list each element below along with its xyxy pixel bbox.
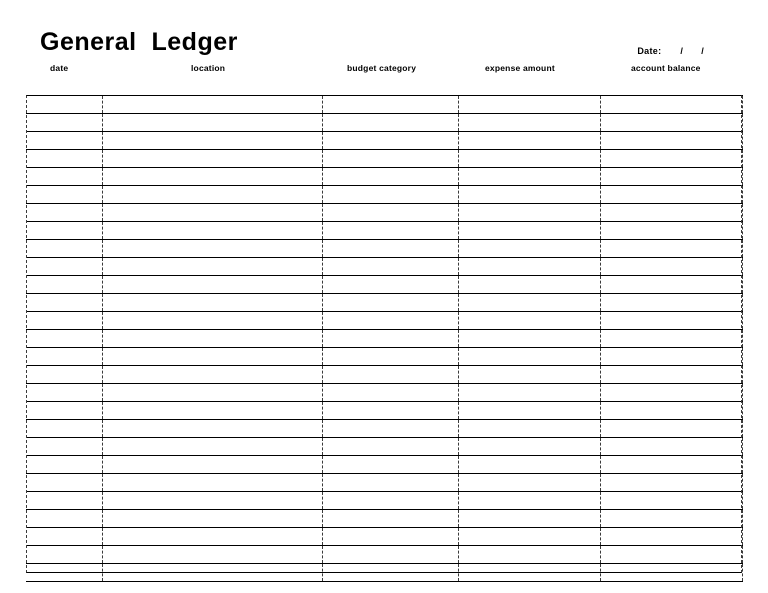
table-cell-budget_category[interactable] [322,258,458,276]
table-cell-expense_amount[interactable] [458,528,600,546]
table-cell-expense_amount[interactable] [458,546,600,564]
table-cell-budget_category[interactable] [322,96,458,114]
table-cell-expense_amount[interactable] [458,366,600,384]
date-separator-1: / [680,46,684,56]
table-row[interactable] [26,312,742,330]
table-cell-date[interactable] [26,258,102,276]
table-cell-budget_category[interactable] [322,204,458,222]
table-cell-budget_category[interactable] [322,312,458,330]
table-cell-location[interactable] [102,348,322,366]
table-cell-budget_category[interactable] [322,348,458,366]
table-cell-account_balance[interactable] [600,492,742,510]
table-cell-date[interactable] [26,168,102,186]
ledger-table-wrap [26,95,742,573]
table-cell-location[interactable] [102,96,322,114]
table-cell-budget_category[interactable] [322,510,458,528]
table-cell-budget_category[interactable] [322,330,458,348]
table-cell-date[interactable] [26,528,102,546]
table-cell-date[interactable] [26,294,102,312]
table-cell-expense_amount[interactable] [458,186,600,204]
table-cell-expense_amount[interactable] [458,348,600,366]
page-title: General Ledger [40,28,238,56]
table-cell-date[interactable] [26,222,102,240]
table-cell-expense_amount[interactable] [458,312,600,330]
table-row[interactable] [26,240,742,258]
table-cell-date[interactable] [26,384,102,402]
table-cell-date[interactable] [26,438,102,456]
table-cell-budget_category[interactable] [322,456,458,474]
column-header-expense-amount: expense amount [485,63,555,73]
table-cell-date[interactable] [26,492,102,510]
table-cell-account_balance[interactable] [600,348,742,366]
table-row[interactable] [26,114,742,132]
table-cell-account_balance[interactable] [600,546,742,564]
document-header [0,14,768,54]
table-cell-expense_amount[interactable] [458,456,600,474]
table-cell-account_balance[interactable] [600,456,742,474]
table-cell-location[interactable] [102,240,322,258]
table-cell-expense_amount[interactable] [458,492,600,510]
table-cell-location[interactable] [102,276,322,294]
table-row[interactable] [26,564,742,582]
table-row[interactable] [26,348,742,366]
table-cell-location[interactable] [102,528,322,546]
table-cell-date[interactable] [26,474,102,492]
table-cell-account_balance[interactable] [600,240,742,258]
table-row[interactable] [26,366,742,384]
table-cell-date[interactable] [26,420,102,438]
table-cell-budget_category[interactable] [322,168,458,186]
table-cell-expense_amount[interactable] [458,168,600,186]
column-header-location: location [191,63,226,73]
column-headers [0,63,768,77]
table-cell-expense_amount[interactable] [458,204,600,222]
table-cell-expense_amount[interactable] [458,276,600,294]
table-row[interactable] [26,474,742,492]
table-cell-date[interactable] [26,132,102,150]
table-cell-account_balance[interactable] [600,564,742,582]
table-cell-expense_amount[interactable] [458,96,600,114]
table-cell-location[interactable] [102,456,322,474]
table-cell-budget_category[interactable] [322,438,458,456]
table-cell-expense_amount[interactable] [458,114,600,132]
table-cell-account_balance[interactable] [600,474,742,492]
table-cell-date[interactable] [26,348,102,366]
table-cell-account_balance[interactable] [600,222,742,240]
table-cell-date[interactable] [26,510,102,528]
ledger-table[interactable] [26,95,743,582]
date-separator-2: / [701,46,704,56]
table-cell-budget_category[interactable] [322,384,458,402]
table-cell-location[interactable] [102,222,322,240]
table-cell-date[interactable] [26,114,102,132]
table-cell-expense_amount[interactable] [458,132,600,150]
table-row[interactable] [26,456,742,474]
table-cell-budget_category[interactable] [322,294,458,312]
table-cell-expense_amount[interactable] [458,510,600,528]
ledger-table-body [26,96,742,582]
table-cell-location[interactable] [102,402,322,420]
table-cell-expense_amount[interactable] [458,150,600,168]
table-cell-date[interactable] [26,240,102,258]
table-cell-account_balance[interactable] [600,528,742,546]
table-cell-account_balance[interactable] [600,114,742,132]
table-cell-location[interactable] [102,366,322,384]
table-cell-expense_amount[interactable] [458,240,600,258]
table-cell-date[interactable] [26,96,102,114]
table-cell-account_balance[interactable] [600,438,742,456]
table-cell-account_balance[interactable] [600,510,742,528]
table-cell-location[interactable] [102,474,322,492]
table-cell-budget_category[interactable] [322,474,458,492]
table-cell-location[interactable] [102,168,322,186]
table-cell-expense_amount[interactable] [458,420,600,438]
table-cell-date[interactable] [26,204,102,222]
table-cell-account_balance[interactable] [600,204,742,222]
table-row[interactable] [26,438,742,456]
date-label: Date: [637,46,662,56]
table-row[interactable] [26,132,742,150]
column-header-budget-category: budget category [347,63,417,73]
table-row[interactable] [26,168,742,186]
date-field[interactable] [621,36,713,66]
table-cell-expense_amount[interactable] [458,564,600,582]
table-cell-budget_category[interactable] [322,276,458,294]
table-cell-account_balance[interactable] [600,96,742,114]
table-cell-location[interactable] [102,330,322,348]
table-cell-date[interactable] [26,150,102,168]
table-cell-account_balance[interactable] [600,168,742,186]
table-cell-expense_amount[interactable] [458,438,600,456]
table-cell-date[interactable] [26,366,102,384]
table-cell-budget_category[interactable] [322,186,458,204]
table-row[interactable] [26,402,742,420]
table-cell-account_balance[interactable] [600,150,742,168]
table-cell-budget_category[interactable] [322,222,458,240]
table-cell-expense_amount[interactable] [458,474,600,492]
table-cell-budget_category[interactable] [322,240,458,258]
table-cell-location[interactable] [102,258,322,276]
table-row[interactable] [26,150,742,168]
table-cell-expense_amount[interactable] [458,222,600,240]
table-row[interactable] [26,276,742,294]
table-row[interactable] [26,294,742,312]
table-cell-expense_amount[interactable] [458,384,600,402]
table-cell-date[interactable] [26,186,102,204]
table-cell-location[interactable] [102,492,322,510]
table-cell-date[interactable] [26,546,102,564]
table-cell-account_balance[interactable] [600,312,742,330]
table-cell-account_balance[interactable] [600,186,742,204]
table-cell-account_balance[interactable] [600,402,742,420]
table-row[interactable] [26,528,742,546]
table-cell-date[interactable] [26,312,102,330]
table-cell-date[interactable] [26,456,102,474]
table-cell-budget_category[interactable] [322,132,458,150]
table-cell-account_balance[interactable] [600,384,742,402]
table-cell-account_balance[interactable] [600,276,742,294]
table-row[interactable] [26,420,742,438]
table-cell-location[interactable] [102,420,322,438]
table-row[interactable] [26,222,742,240]
table-cell-location[interactable] [102,186,322,204]
table-cell-budget_category[interactable] [322,492,458,510]
table-cell-account_balance[interactable] [600,294,742,312]
table-cell-location[interactable] [102,150,322,168]
table-cell-location[interactable] [102,294,322,312]
column-header-date: date [50,63,69,73]
column-header-account-balance: account balance [631,63,701,73]
table-cell-location[interactable] [102,564,322,582]
table-cell-location[interactable] [102,384,322,402]
table-cell-expense_amount[interactable] [458,294,600,312]
table-cell-date[interactable] [26,276,102,294]
table-cell-location[interactable] [102,546,322,564]
table-cell-budget_category[interactable] [322,546,458,564]
table-cell-location[interactable] [102,510,322,528]
table-cell-location[interactable] [102,438,322,456]
table-row[interactable] [26,546,742,564]
table-cell-budget_category[interactable] [322,366,458,384]
table-cell-expense_amount[interactable] [458,402,600,420]
table-row[interactable] [26,258,742,276]
table-cell-account_balance[interactable] [600,420,742,438]
table-row[interactable] [26,384,742,402]
table-cell-date[interactable] [26,402,102,420]
table-cell-location[interactable] [102,204,322,222]
table-row[interactable] [26,204,742,222]
table-cell-budget_category[interactable] [322,402,458,420]
table-cell-budget_category[interactable] [322,150,458,168]
table-cell-expense_amount[interactable] [458,330,600,348]
table-cell-location[interactable] [102,312,322,330]
table-cell-budget_category[interactable] [322,420,458,438]
table-cell-date[interactable] [26,330,102,348]
table-cell-budget_category[interactable] [322,564,458,582]
table-cell-account_balance[interactable] [600,366,742,384]
table-cell-budget_category[interactable] [322,528,458,546]
table-row[interactable] [26,492,742,510]
table-cell-location[interactable] [102,132,322,150]
table-cell-date[interactable] [26,564,102,582]
table-cell-account_balance[interactable] [600,330,742,348]
table-row[interactable] [26,330,742,348]
table-row[interactable] [26,96,742,114]
table-cell-location[interactable] [102,114,322,132]
table-cell-account_balance[interactable] [600,132,742,150]
table-row[interactable] [26,186,742,204]
table-cell-expense_amount[interactable] [458,258,600,276]
table-cell-account_balance[interactable] [600,258,742,276]
table-row[interactable] [26,510,742,528]
table-cell-budget_category[interactable] [322,114,458,132]
